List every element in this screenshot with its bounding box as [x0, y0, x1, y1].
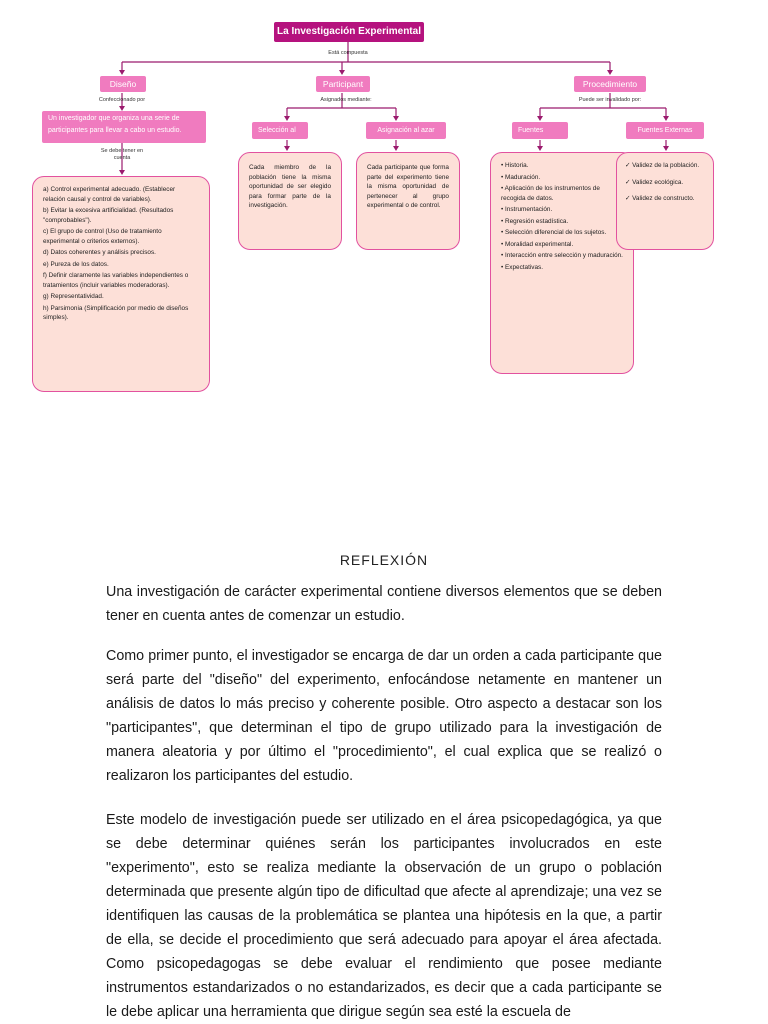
diseno-detail-sublabel: Se debe tener en cuenta: [100, 148, 144, 161]
list-item-text: Aplicación de los instrumentos de recogida de datos.: [501, 185, 600, 202]
diagram-title: La Investigación Experimental: [274, 22, 424, 42]
list-item: f) Definir claramente las variables independientes o tratamientos (incluir variables moderadoras).: [43, 272, 189, 289]
diseno-detail-box: Un investigador que organiza una serie de participantes para llevar a cabo un estudio.: [42, 111, 206, 143]
fuentes-externas-card: [616, 152, 714, 250]
list-item: e) Pureza de los datos.: [43, 260, 109, 268]
fuentes-card: [490, 152, 634, 374]
reflexion-paragraph-2: Como primer punto, el investigador se encarga de dar un orden a cada participante que será parte del "diseño" del experimento, enfocándose netamente en mantener un análisis de datos lo más preciso y coherente posible. Otro aspecto a destacar son los "participantes", que determinan el tipo de grupo utilizado para la investigación de manera aleatoria y por último el "procedimiento", el cual explica que se realizó o realizaron los participantes del estudio.: [106, 648, 662, 784]
list-item: ✓ Validez de constructo.: [625, 195, 695, 202]
list-item: d) Datos coherentes y análisis precisos.: [43, 249, 156, 256]
diseno-criteria-card: [32, 176, 210, 392]
diseno-criteria-list: [43, 185, 199, 323]
list-item-text: Selección diferencial de los sujetos.: [505, 229, 607, 236]
list-item: c) El grupo de control (Uso de tratamiento experimental o criterios externos).: [43, 228, 162, 245]
list-item-text: Instrumentación.: [505, 206, 553, 213]
procedimiento-sublabel: Puede ser invalidado por:: [578, 97, 642, 103]
diseno-sublabel: Confeccionado por: [98, 97, 146, 103]
list-item: a) Control experimental adecuado. (Establecer relación causal y control de variables).: [43, 186, 176, 203]
list-item: g) Representatividad.: [43, 293, 104, 300]
list-item: • Instrumentación.: [501, 206, 553, 213]
list-item: • Regresión estadística.: [501, 217, 569, 225]
list-item: • Historia.: [501, 162, 529, 169]
node-seleccion: Selección al: [252, 122, 308, 139]
list-item-text: Maduración.: [505, 173, 541, 181]
list-item: ✓ Validez ecológica.: [625, 178, 684, 186]
node-fuentes-externas: Fuentes Externas: [626, 122, 704, 139]
list-item: • Maduración.: [501, 173, 541, 181]
list-item: h) Parsimonia (Simplificación por medio de diseños simples).: [43, 304, 189, 321]
node-diseno: Diseño: [100, 76, 146, 92]
list-item: • Aplicación de los instrumentos de recogida de datos.: [501, 185, 600, 202]
seleccion-card: Cada miembro de la población tiene la misma oportunidad de ser elegido para formar parte de la investigación.: [238, 152, 342, 250]
participant-sublabel: Asignados mediante:: [320, 97, 372, 103]
list-item-text: Expectativas.: [505, 263, 544, 271]
node-fuentes: Fuentes: [512, 122, 568, 139]
list-item: ✓ Validez de la población.: [625, 162, 700, 169]
list-item-text: Validez de la población.: [632, 162, 700, 169]
list-item-text: Validez ecológica.: [632, 178, 684, 186]
fuentes-list: [501, 161, 623, 272]
list-item-text: Moralidad experimental.: [505, 240, 574, 248]
asignacion-card: Cada participante que forma parte del experimento tiene la misma oportunidad de pertenecer al grupo experimental o de control.: [356, 152, 460, 250]
list-item-text: Validez de constructo.: [632, 195, 695, 202]
fuentes-externas-list: [625, 161, 705, 204]
reflexion-title: REFLEXIÓN: [339, 552, 429, 568]
reflexion-paragraph-1: Una investigación de carácter experimental contiene diversos elementos que se deben tener en cuenta antes de comenzar un estudio.: [106, 584, 662, 624]
node-asignacion: Asignación al azar: [366, 122, 446, 139]
title-sublabel: Está compuesta: [328, 50, 368, 56]
list-item-text: Regresión estadística.: [505, 217, 569, 225]
node-participant: Participant: [316, 76, 370, 92]
list-item: • Moralidad experimental.: [501, 240, 574, 248]
list-item: • Selección diferencial de los sujetos.: [501, 229, 607, 236]
list-item-text: Historia.: [505, 162, 529, 169]
reflexion-paragraph-3: Este modelo de investigación puede ser utilizado en el área psicopedagógica, ya que se debe determinar quiénes serán los participantes involucrados en este "experimento", esto se realiza mediante la observación de un grupo o población determinada que presente algún tipo de dificultad que afecte al aprendizaje; una vez se identifiquen las causas de la problemática se plantea una hipótesis en la que, a partir de ella, se decide el procedimiento que será adecuado para apoyar el área afectada. Como psicopedagogas se debe evaluar el rendimiento que posee mediante instrumentos estandarizados o no estandarizados, es decir que a cada participante se le debe aplicar una herramienta que dirigue según sea esté la escuela de: [106, 812, 662, 1020]
list-item: • Expectativas.: [501, 263, 544, 271]
list-item: b) Evitar la excesiva artificialidad. (Resultados "comprobables").: [43, 207, 174, 224]
node-procedimiento: Procedimiento: [574, 76, 646, 92]
list-item: • Interacción entre selección y maduración.: [501, 252, 623, 259]
list-item-text: Interacción entre selección y maduración.: [505, 252, 623, 259]
